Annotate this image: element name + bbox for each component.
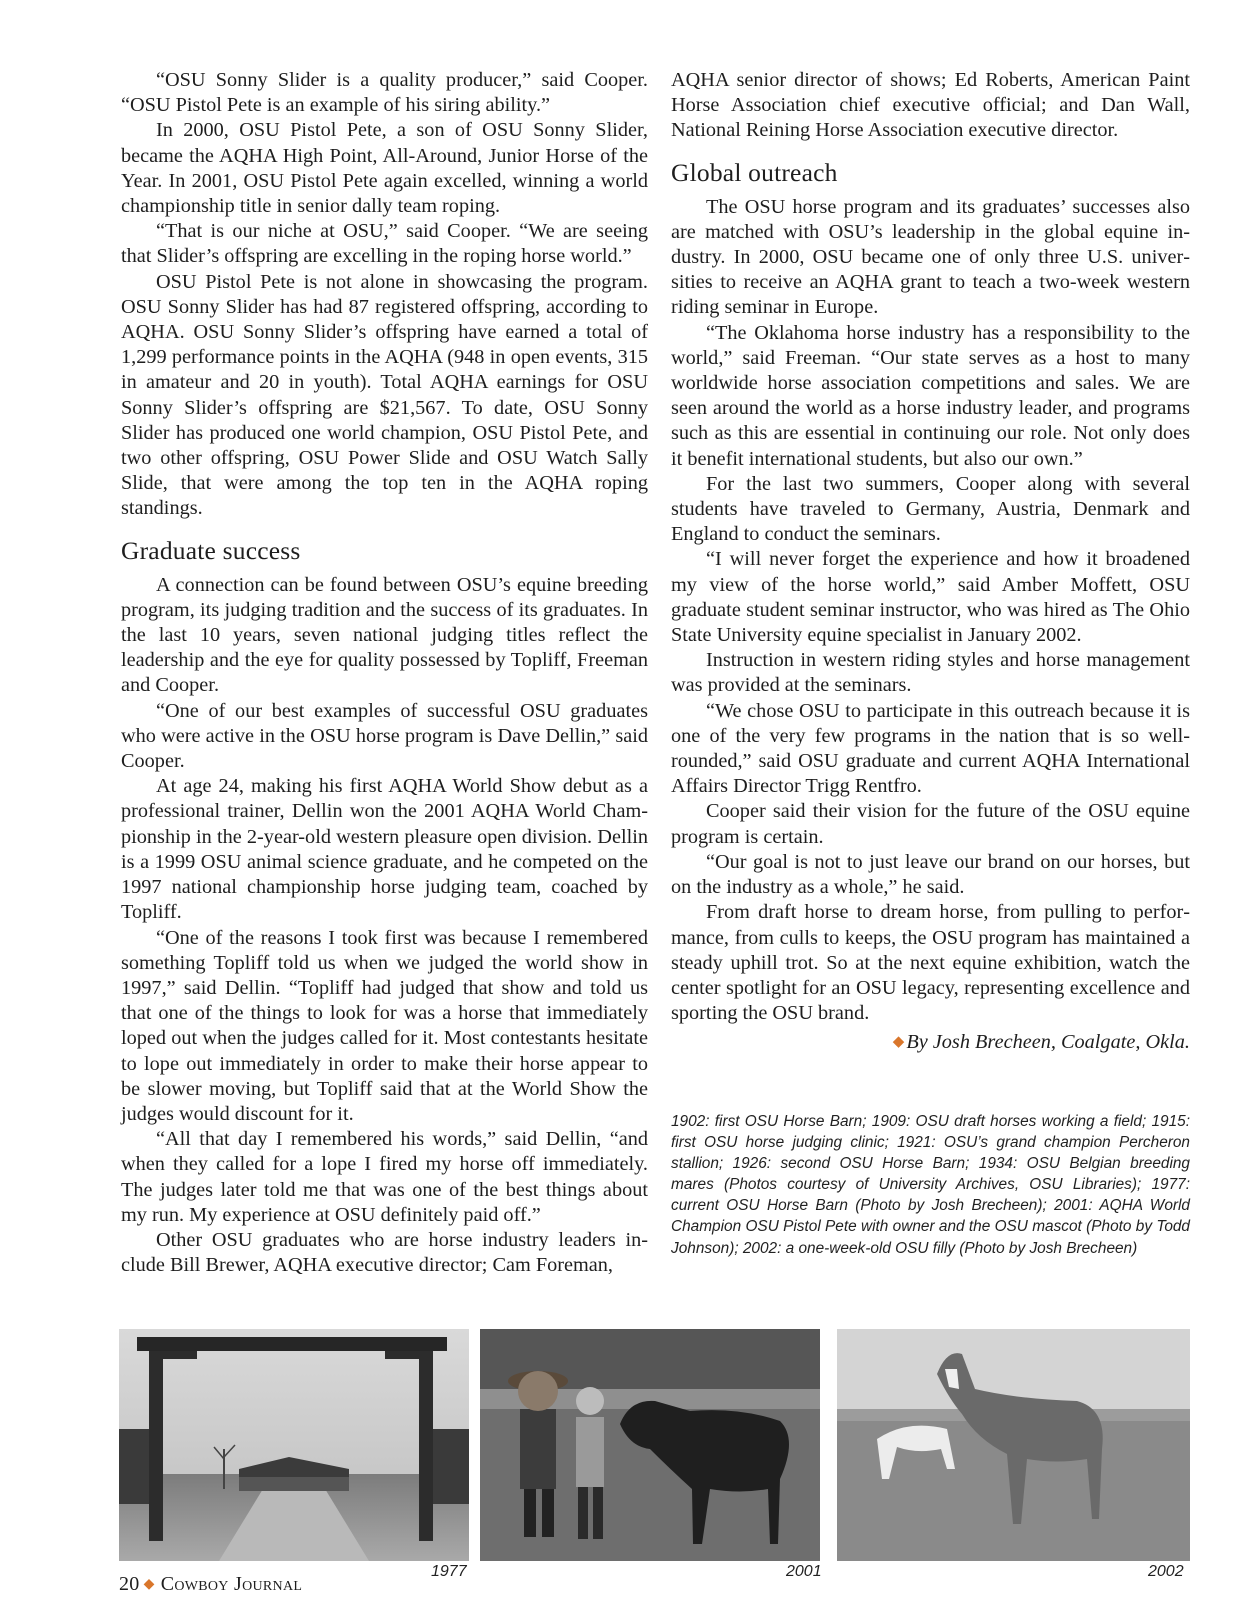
section-heading-global-outreach: Global outreach: [671, 157, 838, 187]
page-number: 20: [119, 1573, 140, 1595]
diamond-icon: ◆: [143, 1577, 155, 1592]
horse-barn-photo-image: [119, 1329, 469, 1561]
body-paragraph: “One of our best examples of successful OSU graduates who were active in the OSU horse program is Dave Dellin,” said Cooper.: [121, 699, 648, 773]
photo-year-label: 2002: [1148, 1563, 1184, 1580]
champion-horse-photo: [480, 1329, 820, 1561]
champion-horse-photo-image: [480, 1329, 820, 1561]
body-paragraph: The OSU horse program and its graduates’ successes also are matched with OSU’s leadership in the global equine industry. In 2000, OSU became one of only three U.S. universities to receive an AQHA grant to teach a two-week western riding seminar in Europe.: [671, 195, 1190, 319]
body-paragraph: Other OSU graduates who are horse industry leaders include Bill Brewer, AQHA executive director; Cam Foreman,: [121, 1228, 648, 1277]
body-paragraph: At age 24, making his first AQHA World Show debut as a professional trainer, Dellin won the 2001 AQHA World Championship in the 2-year-old western pleasure open division. Dellin is a 1999 OSU animal science graduate, and he competed on the 1997 national championship horse judging team, coached by Topliff.: [121, 775, 648, 924]
body-paragraph: AQHA senior director of shows; Ed Roberts, American Paint Horse Association chief executive official; and Dan Wall, National Reining Horse Association executive director.: [671, 69, 1190, 142]
body-paragraph: “The Oklahoma horse industry has a responsibility to the world,” said Freeman. “Our state serves as a host to many worldwide horse association competitions and sales. We are seen around the world as a horse industry leader, and programs such as this are essential in continuing our role. Not only does it benefit international students, but also our own.”: [671, 321, 1190, 470]
body-paragraph: “One of the reasons I took first was because I remembered something Topliff told us when we judged the world show in 1997,” said Dellin. “Topliff had judged that show and told us that one of the things to look for was a horse that immediately loped out when the judges called for it. Most contestants hesitate to lope out immediately in order to make their horse appear to be slower moving, but Topliff said that at the World Show the judges would discount for it.: [121, 926, 648, 1125]
body-paragraph: “That is our niche at OSU,” said Cooper. “We are seeing that Slider’s offspring are excelling in the roping horse world.”: [121, 220, 648, 268]
body-paragraph: A connection can be found between OSU’s equine breeding program, its judging tradition and the success of its graduates. In the last 10 years, seven national judging titles reflect the leadership and the eye for quality possessed by Topliff, Freeman and Cooper.: [121, 573, 648, 697]
body-paragraph: Cooper said their vision for the future of the OSU equine program is certain.: [671, 800, 1190, 848]
section-heading-graduate-success: Graduate success: [121, 535, 301, 565]
body-paragraph: In 2000, OSU Pistol Pete, a son of OSU Sonny Slider, became the AQHA High Point, All-Around, Junior Horse of the Year. In 2001, OSU Pistol Pete again excelled, winning a world championship title in senior dally team roping.: [121, 119, 648, 218]
filly-photo: [837, 1329, 1190, 1561]
filly-photo-image: [837, 1329, 1190, 1561]
left-column: [121, 68, 648, 1278]
byline-text: By Josh Brecheen, Coalgate, Okla.: [906, 1031, 1190, 1054]
body-paragraph: From draft horse to dream horse, from pulling to performance, from culls to keeps, the OSU program has maintained a steady uphill trot. So at the next equine exhibition, watch the center spotlight for an OSU legacy, representing excellence and sporting the OSU brand.: [671, 901, 1190, 1025]
photo-caption: 1902: first OSU Horse Barn; 1909: OSU draft horses working a field; 1915: first OSU horse judging clinic; 1921: OSU’s grand champion Percheron stallion; 1926: second OSU Horse Barn; 1934: OSU Belgian breeding mares (Photos courtesy of University Archives, OSU Libraries); 1977: current OSU Horse Barn (Photo by Josh Brecheen); 2001: AQHA World Champion OSU Pistol Pete with owner and the OSU mascot (Photo by Todd Johnson); 2002: a one-week-old OSU filly (Photo by Josh Brecheen): [671, 1113, 1190, 1257]
body-paragraph: “All that day I remembered his words,” said Dellin, “and when they called for a lope I fired my horse off immediately. The judges later told me that was one of the best things about my run. My experience at OSU definitely paid off.”: [121, 1128, 648, 1226]
body-paragraph: “We chose OSU to participate in this outreach because it is one of the very few programs in the nation that is so well-rounded,” said OSU graduate and current AQHA International Affairs Director Trigg Rentfro.: [671, 699, 1190, 798]
photo-year-label: 1977: [431, 1563, 467, 1580]
body-paragraph: “Our goal is not to just leave our brand on our horses, but on the industry as a whole,” he said.: [671, 850, 1190, 899]
body-paragraph: OSU Pistol Pete is not alone in showcasing the program. OSU Sonny Slider has had 87 registered offspring, according to AQHA. OSU Sonny Slider’s offspring have earned a total of 1,299 performance points in the AQHA (948 in open events, 315 in amateur and 20 in youth). Total AQHA earnings for OSU Sonny Slider’s offspring are $21,567. To date, OSU Sonny Slider has produced one world champion, OSU Pistol Pete, and two other offspring, OSU Power Slide and OSU Watch Sally Slide, that were among the top ten in the AQHA roping standings.: [121, 270, 648, 520]
publication-name: Cowboy Journal: [160, 1573, 303, 1595]
right-column: [671, 68, 1190, 1056]
byline: [671, 1030, 1190, 1055]
photo-year-label: 2001: [786, 1563, 822, 1580]
body-paragraph: “I will never forget the experience and how it broadened my view of the horse world,” said Amber Moffett, OSU graduate student seminar instructor, who was hired as The Ohio State University equine specialist in January 2002.: [671, 548, 1190, 647]
diamond-icon: ◆: [892, 1034, 905, 1051]
body-paragraph: Instruction in western riding styles and horse management was provided at the seminars.: [671, 649, 1190, 697]
horse-barn-photo: [119, 1329, 469, 1561]
page-footer: [119, 1573, 302, 1596]
body-paragraph: For the last two summers, Cooper along with several students have traveled to Germany, Austria, Denmark and England to conduct the seminars.: [671, 472, 1190, 546]
body-paragraph: “OSU Sonny Slider is a quality producer,” said Cooper. “OSU Pistol Pete is an example of his siring ability.”: [121, 69, 648, 117]
